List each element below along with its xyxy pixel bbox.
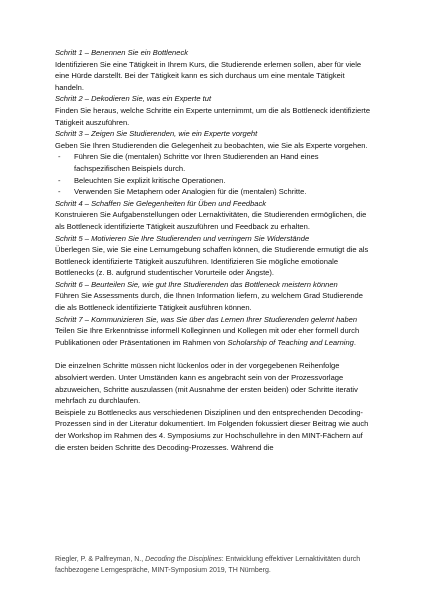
step-3-body: Geben Sie Ihren Studierenden die Gelegenheit zu beobachten, wie Sie als Experte vorgehen. (55, 140, 368, 150)
step-7-body-text: Teilen Sie Ihre Erkenntnisse informell Kolleginnen und Kollegen mit oder eher formell durch Publikationen oder Präsentationen im Rahmen von (55, 326, 360, 347)
step-2-heading: Schritt 2 – Dekodieren Sie, was ein Experte tut (55, 94, 212, 104)
step-1-heading: Schritt 1 – Benennen Sie ein Bottleneck (55, 48, 188, 57)
paragraph-examples: Beispiele zu Bottlenecks aus verschiedenen Disziplinen und den entsprechenden Decoding-Prozessen sind in der Literatur dokumentiert. Im Folgenden fokussiert dieser Beitrag wie auch der Workshop im Rahmen des 4. Symposiums zur Hochschullehre in den MINT-Fächern auf die ersten beiden Schritte des Decoding-Prozesses. Während die (55, 407, 369, 452)
step-3-bullet-list (55, 151, 373, 197)
step-2-body: Finden Sie heraus, welche Schritte ein Experte unternimmt, um die als Bottleneck identifizierte Tätigkeit auszuführen. (55, 105, 371, 127)
step-7-body-emphasis: Scholarship of Teaching and Learning (227, 337, 354, 347)
paragraph-order-note: Die einzelnen Schritte müssen nicht lückenlos oder in der vorgegebenen Reihenfolge absolviert werden. Unter Umständen kann es angebracht sein von der Prozessvorlage abzuweichen, Schritte auszulassen (mit Ausnahme der ersten beiden) oder Schritte iterativ mehrfach zu durchlaufen. (55, 361, 358, 406)
main-text (55, 47, 373, 453)
step-7-heading: Schritt 7 – Kommunizieren Sie, was Sie über das Lernen Ihrer Studierenden gelernt haben (55, 314, 358, 324)
step-7-body-end: . (353, 337, 356, 347)
step-4-heading: Schritt 4 – Schaffen Sie Gelegenheiten für Üben und Feedback (55, 198, 267, 208)
bullet-item: - Verwenden Sie Metaphern oder Analogien für die (mentalen) Schritte. (55, 186, 373, 198)
step-6-body: Führen Sie Assessments durch, die Ihnen Information liefern, zu welchem Grad Studierende die als Bottleneck identifizierte Tätigkeit ausführen können. (55, 291, 363, 313)
bullet-item: - Beleuchten Sie explizit kritische Operationen. (55, 175, 373, 187)
step-6-heading: Schritt 6 – Beurteilen Sie, wie gut Ihre Studierenden das Bottleneck meistern können (55, 279, 338, 289)
step-5-body: Überlegen Sie, wie Sie eine Lernumgebung schaffen können, die Studierende ermutigt die als Bottleneck identifizierte Tätigkeit auszuführen. Identifizieren Sie mögliche emotionale Bottlenecks (z. B. aufgrund studentischer Vorurteile oder Ängste). (55, 245, 369, 278)
step-5-heading: Schritt 5 – Motivieren Sie Ihre Studierenden und verringern Sie Widerstände (55, 233, 310, 243)
footer-rest: : Entwicklung effektiver Lernaktivitäten durch fachbezogene Lerngespräche, MINT-Symposium 2019, TH Nürnberg. (55, 556, 361, 574)
page-footer-citation (55, 555, 375, 576)
step-1-body: Identifizieren Sie eine Tätigkeit in Ihrem Kurs, die Studierende erlernen sollen, aber für viele eine Hürde darstellt. Bei der Tätigkeit kann es sich durchaus um eine mentale Tätigkeit handeln. (55, 59, 362, 92)
step-3-heading: Schritt 3 – Zeigen Sie Studierenden, wie ein Experte vorgeht (55, 129, 258, 139)
footer-title: Decoding the Disciplines (145, 556, 222, 563)
paragraph-spacer (55, 348, 373, 360)
footer-authors: Riegler, P. & Palfreyman, N., (55, 556, 146, 563)
step-4-body: Konstruieren Sie Aufgabenstellungen oder Lernaktivitäten, die Studierenden ermöglichen, die als Bottleneck identifizierte Tätigkeit auszuführen und Feedback zu erhalten. (55, 210, 367, 231)
step-7-body (55, 325, 373, 348)
bullet-item: - Führen Sie die (mentalen) Schritte vor Ihren Studierenden an Hand eines fachspezifischen Beispiels durch. (55, 151, 373, 174)
